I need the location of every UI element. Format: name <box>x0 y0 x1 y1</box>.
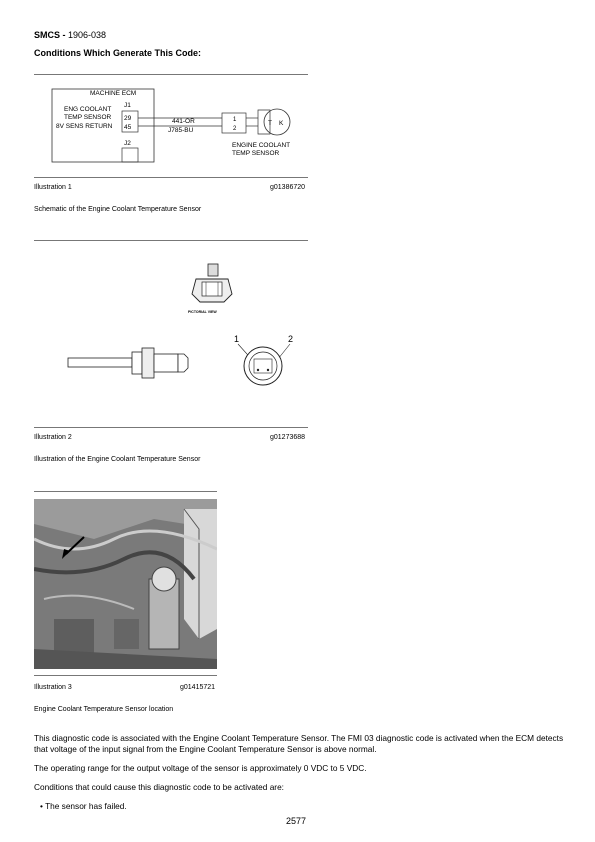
8v-sens-return-label: 8V SENS RETURN <box>56 123 113 130</box>
callout-1: 1 <box>234 334 240 344</box>
illustration2-caption: Illustration of the Engine Coolant Temperature Sensor <box>34 456 201 463</box>
illustration2-bottom-rule <box>34 427 308 428</box>
bullet-text: The sensor has failed. <box>45 801 127 811</box>
illustration1-label: Illustration 1 <box>34 184 72 191</box>
smcs-label: SMCS - <box>34 30 66 40</box>
conn-pin-1: 1 <box>233 117 237 123</box>
illustration2-label: Illustration 2 <box>34 434 72 441</box>
smcs-code: 1906-038 <box>68 30 107 40</box>
illustration3-bottom-rule <box>34 675 217 676</box>
engine-photo <box>34 499 217 669</box>
callout-2: 2 <box>288 334 294 344</box>
illustration1-top-rule <box>34 74 308 75</box>
j1-label: J1 <box>124 102 131 109</box>
illustration2-ref: g01273688 <box>270 434 306 441</box>
pictorial-sensor <box>192 264 232 302</box>
eng-coolant-label: ENG COOLANT <box>64 106 112 113</box>
illustration3-top-rule <box>34 491 217 492</box>
sensor-label-line1: ENGINE COOLANT <box>232 142 291 149</box>
illustration3-caption: Engine Coolant Temperature Sensor location <box>34 706 174 713</box>
temp-sensor-label: TEMP SENSOR <box>64 114 112 121</box>
side-view-sensor <box>68 348 188 378</box>
illustration1-bottom-rule <box>34 177 308 178</box>
pictorial-view-label: PICTORIAL VIEW <box>188 310 217 314</box>
illustration2-top-rule <box>34 240 308 241</box>
ecm-schematic <box>34 80 308 175</box>
conn-pin-2: 2 <box>233 126 237 132</box>
bullet-item: • The sensor has failed. <box>40 801 127 811</box>
sensor-label-line2: TEMP SENSOR <box>232 150 280 157</box>
illustration3-label: Illustration 3 <box>34 684 72 691</box>
body-paragraph-2: The operating range for the output voltage of the sensor is approximately 0 VDC to 5 VDC. <box>34 763 367 773</box>
body-paragraph-3: Conditions that could cause this diagnostic code to be activated are: <box>34 782 284 792</box>
wire-j785-bu: J785-BU <box>168 127 194 134</box>
sensor-t: T <box>268 120 272 127</box>
illustration1-ref: g01386720 <box>270 184 306 191</box>
conditions-title: Conditions Which Generate This Code: <box>34 48 202 58</box>
sensor-drawings <box>34 244 308 424</box>
connector-end-view <box>244 347 282 385</box>
illustration3-ref: g01415721 <box>180 684 216 691</box>
wire-441-or: 441-OR <box>172 118 195 125</box>
machine-ecm-label: MACHINE ECM <box>90 90 137 97</box>
illustration1-caption: Schematic of the Engine Coolant Temperature Sensor <box>34 206 202 213</box>
page-number: 2577 <box>286 816 307 826</box>
j2-label: J2 <box>124 140 131 147</box>
sensor-k: K <box>279 120 284 127</box>
smcs-line <box>34 30 106 40</box>
body-paragraph-1: This diagnostic code is associated with the Engine Coolant Temperature Sensor. The FMI 03 diagnostic code is activated when the ECM detects that voltage of the input signal from the Engine Coolant Temperature Sensor is above normal. <box>34 733 564 754</box>
pin-45: 45 <box>124 124 132 131</box>
pin-29: 29 <box>124 115 132 122</box>
